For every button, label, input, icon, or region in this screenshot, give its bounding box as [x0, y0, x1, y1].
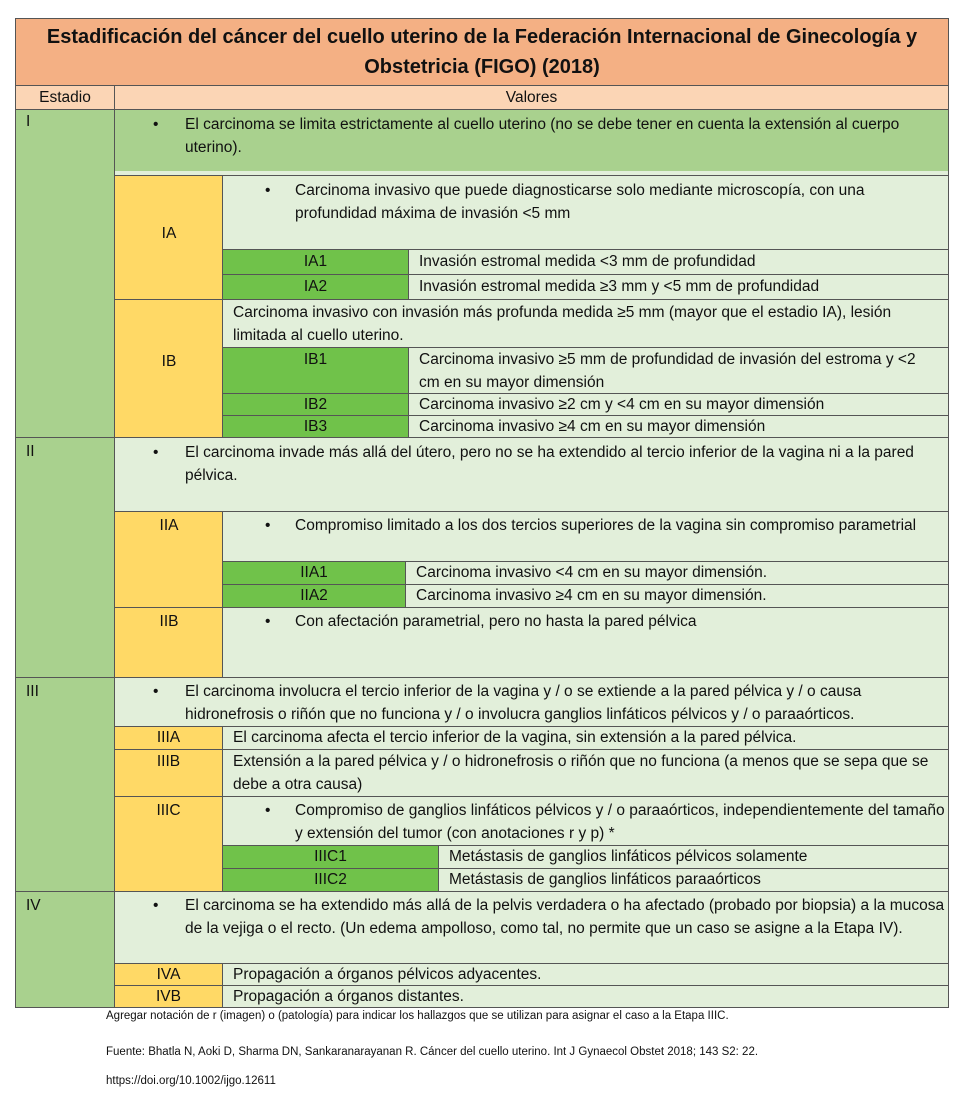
- bullet-icon: •: [265, 613, 271, 630]
- stage-IIIA-cell: [114, 726, 222, 749]
- header-stage: Estadio: [16, 85, 114, 109]
- figo-staging-table: [15, 18, 949, 1008]
- bullet-icon: •: [153, 444, 159, 461]
- stage-IIA1-desc-row: [405, 561, 948, 584]
- stage-II-cell: [16, 437, 114, 677]
- stage-IV-desc: El carcinoma se ha extendido más allá de la pelvis verdadera o ha afectado (probado por biopsia) a la mucosa de la vejiga o el recto. (Un edema ampolloso, como tal, no permite que un caso se asigne a la Etapa IV).: [185, 897, 945, 937]
- stage-IVA-desc: Propagación a órganos pélvicos adyacentes.: [233, 966, 542, 983]
- stage-IB1-desc: Carcinoma invasivo ≥5 mm de profundidad de invasión del estroma y <2 cm en su mayor dimensión: [419, 351, 916, 391]
- stage-IIIB-desc: Extensión a la pared pélvica y / o hidronefrosis o riñón que no funciona (a menos que se sepa que se debe a otra causa): [233, 753, 929, 793]
- stage-IIIB-desc-row: [222, 749, 948, 796]
- stage-IIIC2-label: IIIC2: [314, 871, 347, 888]
- stage-IVA-label: IVA: [156, 966, 181, 983]
- stage-IIIC1-label: IIIC1: [314, 848, 347, 865]
- bullet-icon: •: [153, 116, 159, 133]
- stage-IIIA-desc-row: [222, 726, 948, 749]
- stage-IIIC2-desc-row: [438, 868, 948, 891]
- stage-IA1-cell: [222, 249, 408, 274]
- stage-IA2-label: IA2: [303, 278, 328, 295]
- stage-IB2-cell: [222, 393, 408, 415]
- stage-IB2-desc: Carcinoma invasivo ≥2 cm y <4 cm en su mayor dimensión: [419, 396, 825, 413]
- stage-IIA2-desc-row: [405, 584, 948, 607]
- stage-IA1-desc-row: [408, 249, 948, 274]
- footnote: Agregar notación de r (imagen) o (patología) para indicar los hallazgos que se utilizan para asignar el caso a la Etapa IIIC.: [106, 1010, 729, 1022]
- stage-IIIC-cell: [114, 796, 222, 891]
- stage-II-desc: El carcinoma invade más allá del útero, pero no se ha extendido al tercio inferior de la vagina ni a la pared pélvica.: [185, 444, 914, 484]
- stage-IB-desc: Carcinoma invasivo con invasión más profunda medida ≥5 mm (mayor que el estadio IA), lesión limitada al cuello uterino.: [233, 304, 892, 344]
- stage-IA-cell: [114, 175, 222, 299]
- stage-IA2-desc: Invasión estromal medida ≥3 mm y <5 mm de profundidad: [419, 278, 820, 295]
- source-citation: Fuente: Bhatla N, Aoki D, Sharma DN, Sankaranarayanan R. Cáncer del cuello uterino. Int J Gynaecol Obstet 2018; 143 S2: 22.: [106, 1046, 759, 1058]
- stage-IIB-cell: [114, 607, 222, 677]
- stage-IIIC2-desc: Metástasis de ganglios linfáticos paraaórticos: [449, 871, 761, 888]
- stage-IIIC1-cell: [222, 845, 438, 868]
- stage-II-desc-row: [114, 437, 948, 511]
- stage-IIA2-cell: [222, 584, 405, 607]
- stage-IIA1-label: IIA1: [300, 564, 328, 581]
- stage-IIIC2-cell: [222, 868, 438, 891]
- stage-IB2-desc-row: [408, 393, 948, 415]
- stage-IB1-label: IB1: [303, 351, 328, 368]
- stage-IA1-label: IA1: [303, 253, 328, 270]
- stage-III-desc: El carcinoma involucra el tercio inferior de la vagina y / o se extiende a la pared pélvica y / o causa hidronefrosis o riñón que no funciona y / o involucra ganglios linfáticos pélvicos y / o paraaórticos.: [185, 683, 862, 723]
- bullet-icon: •: [153, 897, 159, 914]
- stage-I-cell: [16, 109, 114, 437]
- stage-IV-desc-row: [114, 891, 948, 963]
- stage-IIA-desc: Compromiso limitado a los dos tercios superiores de la vagina sin compromiso parametrial: [295, 517, 917, 534]
- stage-IVB-desc: Propagación a órganos distantes.: [233, 988, 464, 1005]
- stage-IIIB-cell: [114, 749, 222, 796]
- stage-IIIC-label: IIIC: [156, 802, 181, 819]
- stage-III-label: III: [26, 683, 39, 700]
- stage-IA2-desc-row: [408, 274, 948, 299]
- stage-IV-cell: [16, 891, 114, 1007]
- stage-IVA-cell: [114, 963, 222, 985]
- stage-IIA-cell: [114, 511, 222, 607]
- stage-IIIC1-desc-row: [438, 845, 948, 868]
- stage-IB2-label: IB2: [303, 396, 328, 413]
- stage-IIIA-desc: El carcinoma afecta el tercio inferior de la vagina, sin extensión a la pared pélvica.: [233, 729, 797, 746]
- stage-I-desc: El carcinoma se limita estrictamente al cuello uterino (no se debe tener en cuenta la extensión al cuerpo uterino).: [185, 116, 900, 156]
- table-title: Estadificación del cáncer del cuello uterino de la Federación Internacional de Ginecología y Obstetricia (FIGO) (2018): [16, 19, 948, 85]
- stage-IIIC-desc: Compromiso de ganglios linfáticos pélvicos y / o paraaórticos, independientemente del tamaño y extensión del tumor (con anotaciones r y p) *: [295, 802, 945, 842]
- stage-IIA2-label: IIA2: [300, 587, 328, 604]
- stage-IB3-desc: Carcinoma invasivo ≥4 cm en su mayor dimensión: [419, 418, 766, 435]
- stage-IB-desc-row: [222, 299, 948, 347]
- stage-I-desc-row: [114, 109, 948, 171]
- stage-III-desc-row: [114, 677, 948, 726]
- stage-IVB-desc-row: [222, 985, 948, 1007]
- stage-IV-label: IV: [26, 897, 41, 914]
- stage-IB1-desc-row: [408, 347, 948, 393]
- bullet-icon: •: [265, 182, 271, 199]
- stage-IB1-cell: [222, 347, 408, 393]
- bullet-icon: •: [153, 683, 159, 700]
- stage-IIA1-cell: [222, 561, 405, 584]
- stage-IA2-cell: [222, 274, 408, 299]
- bullet-icon: •: [265, 802, 271, 819]
- stage-IB3-cell: [222, 415, 408, 437]
- stage-IIA-label: IIA: [159, 517, 179, 534]
- stage-IIA-desc-row: [222, 511, 948, 561]
- stage-IB-label: IB: [161, 353, 177, 370]
- stage-IIB-desc: Con afectación parametrial, pero no hasta la pared pélvica: [295, 613, 697, 630]
- stage-IB3-desc-row: [408, 415, 948, 437]
- stage-II-label: II: [26, 443, 35, 460]
- stage-IB3-label: IB3: [303, 418, 328, 435]
- stage-IIA2-desc: Carcinoma invasivo ≥4 cm en su mayor dimensión.: [416, 587, 767, 604]
- stage-IIIB-label: IIIB: [156, 753, 181, 770]
- stage-IIIA-label: IIIA: [156, 729, 181, 746]
- stage-IIB-label: IIB: [159, 613, 179, 630]
- stage-I-label: I: [26, 113, 31, 130]
- stage-III-cell: [16, 677, 114, 891]
- stage-IIIC1-desc: Metástasis de ganglios linfáticos pélvicos solamente: [449, 848, 808, 865]
- stage-IA-label: IA: [161, 225, 177, 242]
- stage-IVA-desc-row: [222, 963, 948, 985]
- stage-IIIC-desc-row: [222, 796, 948, 845]
- stage-IA-desc-row: [222, 175, 948, 249]
- stage-IA1-desc: Invasión estromal medida <3 mm de profundidad: [419, 253, 756, 270]
- stage-IVB-cell: [114, 985, 222, 1007]
- stage-IVB-label: IVB: [156, 988, 181, 1005]
- stage-IIA1-desc: Carcinoma invasivo <4 cm en su mayor dimensión.: [416, 564, 768, 581]
- stage-IB-cell: [114, 299, 222, 437]
- doi-link[interactable]: https://doi.org/10.1002/ijgo.12611: [106, 1075, 276, 1087]
- bullet-icon: •: [265, 517, 271, 534]
- header-values: Valores: [114, 85, 948, 109]
- stage-IA-desc: Carcinoma invasivo que puede diagnosticarse solo mediante microscopía, con una profundidad máxima de invasión <5 mm: [295, 182, 865, 222]
- stage-IIB-desc-row: [222, 607, 948, 677]
